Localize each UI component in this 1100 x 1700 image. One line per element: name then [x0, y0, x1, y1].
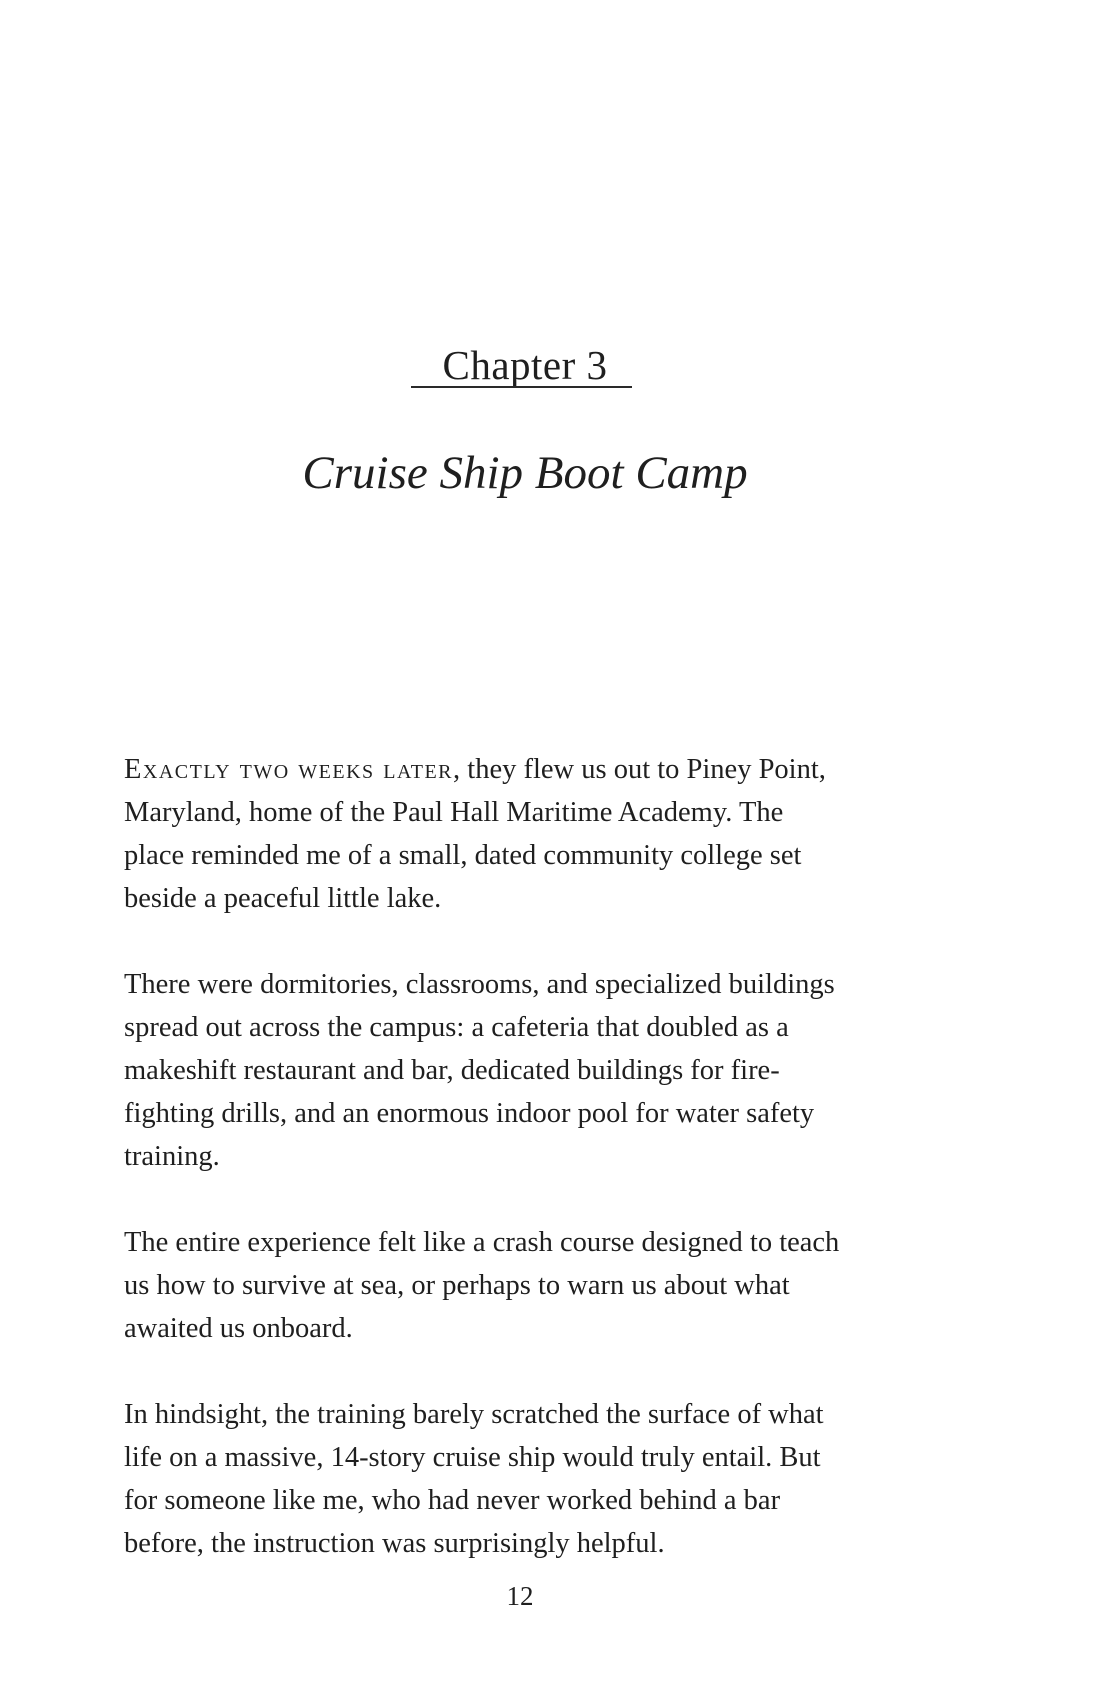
paragraph-line: The entire experience felt like a crash course designed to teach — [124, 1227, 840, 1258]
paragraph-line: There were dormitories, classrooms, and specialized buildings — [124, 969, 835, 1000]
paragraph-1 — [124, 748, 924, 920]
line-text: , they flew us out to Piney Point, — [453, 754, 826, 785]
paragraph-line: beside a peaceful little lake. — [124, 883, 442, 914]
paragraph-line: us how to survive at sea, or perhaps to warn us about what — [124, 1270, 790, 1301]
paragraph-line: Maryland, home of the Paul Hall Maritime Academy. The — [124, 797, 784, 828]
chapter-title: Cruise Ship Boot Camp — [302, 447, 748, 499]
paragraph-2 — [124, 963, 924, 1178]
paragraph-3 — [124, 1221, 924, 1350]
paragraph-line: life on a massive, 14-story cruise ship would truly entail. But — [124, 1442, 821, 1473]
chapter-body — [124, 748, 924, 1565]
paragraph-line — [124, 748, 924, 791]
paragraph-line: place reminded me of a small, dated community college set — [124, 840, 802, 871]
paragraph-line: In hindsight, the training barely scratched the surface of what — [124, 1399, 824, 1430]
paragraph-line: fighting drills, and an enormous indoor pool for water safety — [124, 1098, 815, 1129]
chapter-divider — [411, 386, 632, 388]
paragraph-line: makeshift restaurant and bar, dedicated buildings for fire- — [124, 1055, 780, 1086]
paragraph-line: awaited us onboard. — [124, 1313, 353, 1344]
page-number: 12 — [506, 1581, 534, 1611]
paragraph-line: before, the instruction was surprisingly helpful. — [124, 1528, 665, 1559]
smallcaps-lead-in: Exactly two weeks later — [124, 754, 454, 785]
chapter-label: Chapter 3 — [442, 342, 608, 389]
paragraph-4 — [124, 1393, 924, 1565]
paragraph-line: training. — [124, 1141, 220, 1172]
paragraph-line: spread out across the campus: a cafeteria that doubled as a — [124, 1012, 789, 1043]
paragraph-line: for someone like me, who had never worked behind a bar — [124, 1485, 781, 1516]
